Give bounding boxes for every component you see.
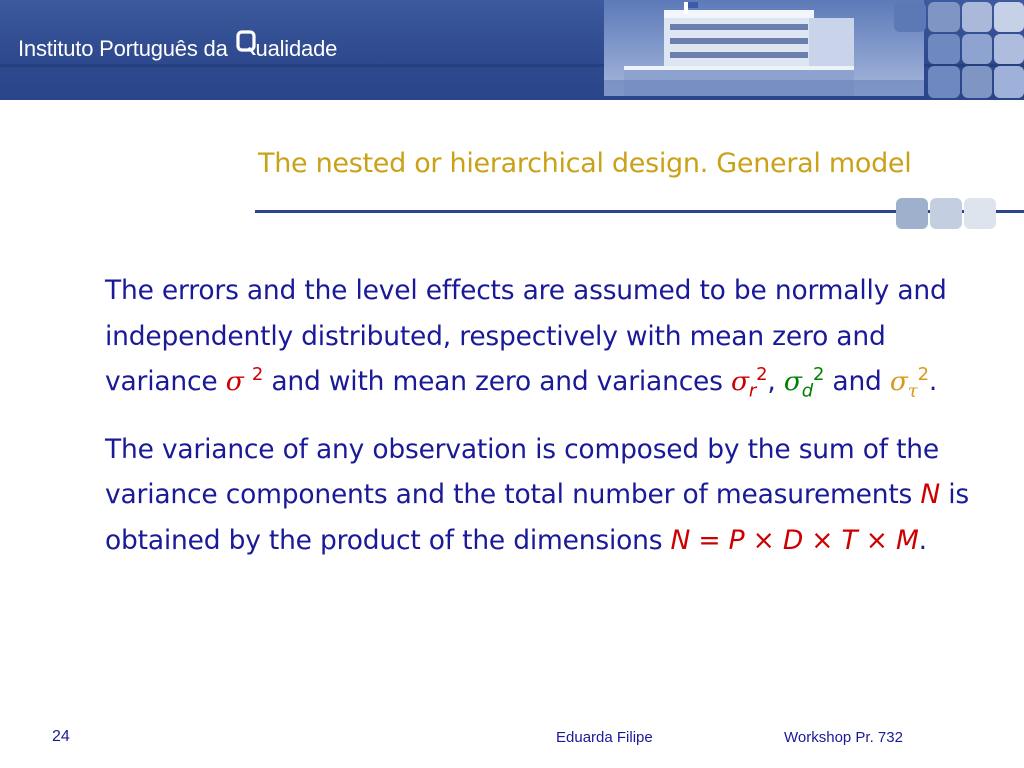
decor-tile: [894, 2, 926, 32]
slide-body: [105, 268, 985, 585]
decor-tile: [928, 66, 960, 98]
header-bar: [0, 0, 1024, 100]
superscript: 2: [917, 364, 929, 386]
q-logo-icon: [236, 30, 256, 52]
decor-tile: [962, 2, 992, 32]
decor-tile: [928, 2, 960, 32]
slide-title: The nested or hierarchical design. General model: [258, 148, 912, 179]
sigma-tau-symbol: σ: [889, 366, 908, 397]
product-formula: N = P × D × T × M: [670, 524, 919, 556]
subscript-r: r: [748, 380, 757, 402]
subscript-tau: τ: [907, 380, 918, 402]
decor-tile: [994, 66, 1024, 98]
n-symbol: N: [920, 479, 941, 510]
decor-tile: [896, 198, 928, 229]
organization-name: Instituto Português da ualidade: [18, 30, 337, 62]
decor-tile: [962, 66, 992, 98]
superscript: 2: [251, 364, 264, 386]
paragraph-total-variance: The variance of any observation is composed by the sum of the variance components and the total number of measurements N is obtained by the product of the dimensions N = P × D × T × M.: [105, 433, 970, 556]
footer-event: Workshop Pr. 732: [784, 729, 903, 746]
sigma-d-symbol: σ: [783, 366, 802, 397]
decor-tile: [962, 34, 992, 64]
decor-tile: [994, 34, 1024, 64]
superscript: 2: [756, 364, 768, 386]
page-number: 24: [52, 728, 70, 745]
decor-tile: [930, 198, 962, 229]
building-photo: [604, 0, 924, 96]
paragraph-assumptions: The errors and the level effects are assumed to be normally and independently distributed, respectively with mean zero and variance σ $^2$ and with mean zero and variances $\sigma_r^2$, $\sigma_d^2$ and $\sigma_\tau^2$.: [105, 275, 947, 402]
sigma-symbol: σ: [225, 366, 244, 397]
footer-author: Eduarda Filipe: [556, 729, 653, 746]
decor-tile: [994, 2, 1024, 32]
subscript-d: d: [801, 380, 813, 402]
superscript: 2: [812, 364, 825, 386]
decor-tile: [928, 34, 960, 64]
decor-tile: [964, 198, 996, 229]
sigma-r-symbol: σ: [731, 366, 749, 397]
